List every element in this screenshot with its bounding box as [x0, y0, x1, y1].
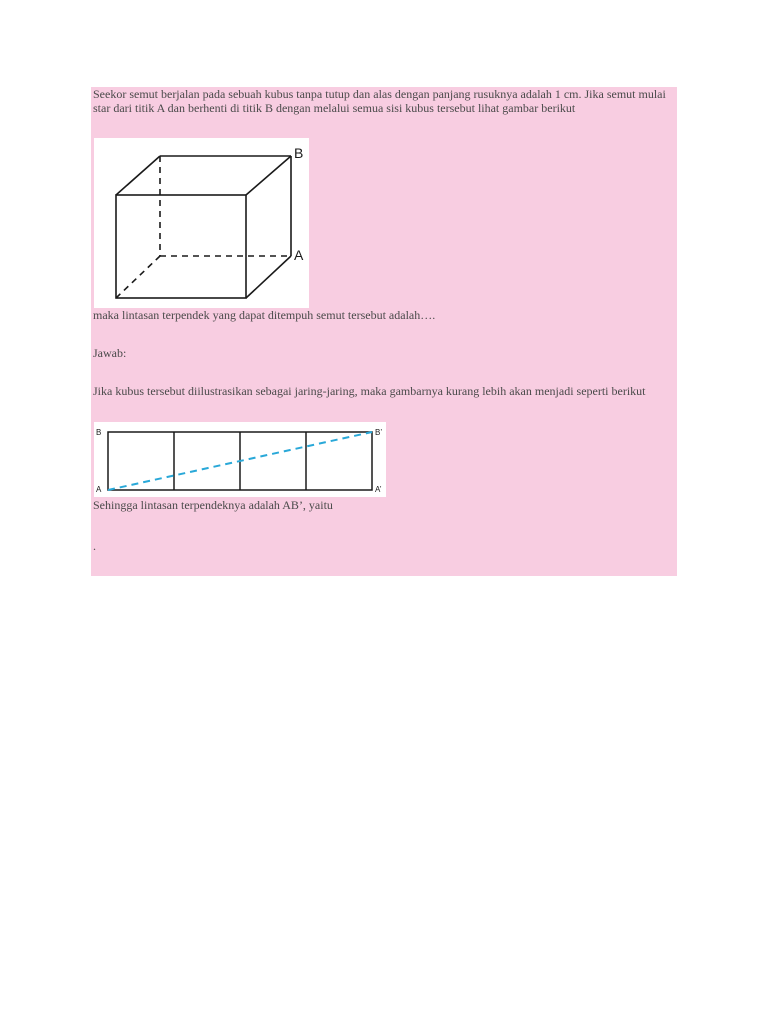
- cube-edge-top-right: [246, 156, 291, 195]
- net-label-a: A: [96, 485, 102, 494]
- cube-edge-top-left: [116, 156, 160, 195]
- cube-figure: [94, 138, 309, 308]
- cube-edge-bottom-right: [246, 256, 291, 298]
- net-diagram: [94, 422, 386, 497]
- net-label-b-prime: B’: [375, 428, 383, 437]
- trailing-dot: .: [93, 539, 96, 553]
- problem-question: maka lintasan terpendek yang dapat ditempuh semut tersebut adalah….: [93, 308, 436, 322]
- explanation-text: Jika kubus tersebut diilustrasikan sebagai jaring-jaring, maka gambarnya kurang lebih akan menjadi seperti berikut: [93, 384, 646, 398]
- net-label-b: B: [96, 428, 102, 437]
- cube-label-a: A: [294, 247, 304, 263]
- problem-intro: Seekor semut berjalan pada sebuah kubus tanpa tutup dan alas dengan panjang rusuknya adalah 1 cm. Jika semut mulai star dari titik A dan berhenti di titik B dengan melalui semua sisi kubus tersebut lihat gambar berikut: [93, 87, 666, 115]
- cube-hidden-diagonal-edge: [116, 256, 160, 298]
- content-box: [91, 87, 677, 576]
- cube-diagram: [94, 138, 309, 308]
- answer-heading: Jawab:: [93, 346, 127, 360]
- net-label-a-prime: A’: [375, 485, 382, 494]
- conclusion-text: Sehingga lintasan terpendeknya adalah AB’, yaitu: [93, 498, 333, 512]
- net-figure: [94, 422, 386, 497]
- cube-label-b: B: [294, 145, 304, 161]
- cube-front-face: [116, 195, 246, 298]
